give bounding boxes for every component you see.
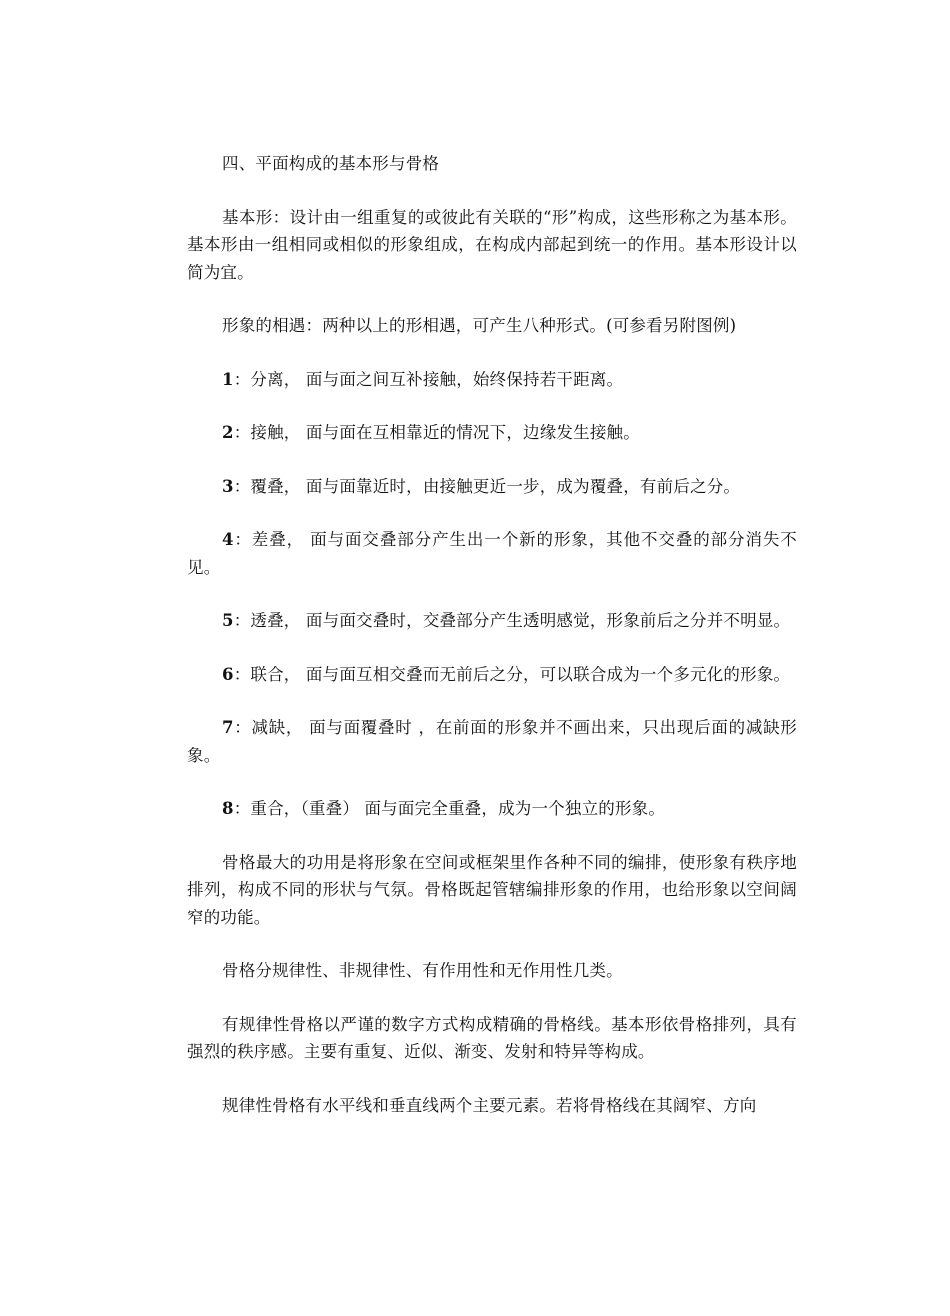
form-text: ：减缺， 面与面覆叠时 ，在前面的形象并不画出来，只出现后面的减缺形象。	[187, 718, 797, 765]
form-number: 4	[222, 530, 234, 549]
form-text: ：联合， 面与面互相交叠而无前后之分，可以联合成为一个多元化的形象。	[233, 664, 791, 684]
form-number: 1	[222, 369, 234, 389]
paragraph-encounter-intro: 形象的相遇：两种以上的形相遇，可产生八种形式。(可参看另附图例)	[222, 316, 737, 335]
paragraph-skeleton-types: 骨格分规律性、非规律性、有作用性和无作用性几类。	[222, 961, 623, 980]
form-number: 3	[222, 476, 234, 496]
form-item-3	[187, 473, 797, 501]
form-item-5	[187, 607, 797, 635]
form-text: ：接触， 面与面在互相靠近的情况下，边缘发生接触。	[233, 423, 640, 442]
form-number: 7	[222, 718, 234, 737]
form-item-1	[187, 366, 797, 394]
form-text: ：透叠， 面与面交叠时，交叠部分产生透明感觉，形象前后之分并不明显。	[233, 611, 791, 630]
document-page	[187, 150, 797, 1119]
paragraph-regular-elements: 规律性骨格有水平线和垂直线两个主要元素。若将骨格线在其阔窄、方向	[222, 1095, 757, 1115]
form-item-6	[187, 661, 797, 689]
form-item-8	[187, 795, 797, 823]
form-text: ：差叠， 面与面交叠部分产生出一个新的形象，其他不交叠的部分消失不见。	[187, 530, 797, 577]
form-number: 6	[222, 664, 234, 684]
paragraph-skeleton-function: 骨格最大的功用是将形象在空间或框架里作各种不同的编排，使形象有秩序地排列，构成不同的形状与气氛。骨格既起管辖编排形象的作用，也给形象以空间阔窄的功能。	[187, 852, 797, 927]
section-heading: 四、平面构成的基本形与骨格	[222, 154, 440, 173]
form-number: 8	[222, 799, 234, 818]
form-text: ：覆叠， 面与面靠近时，由接触更近一步，成为覆叠，有前后之分。	[233, 476, 741, 496]
form-item-7	[187, 714, 797, 769]
form-number: 5	[222, 611, 234, 630]
form-item-2	[187, 419, 797, 447]
paragraph-regular-skeleton: 有规律性骨格以严谨的数字方式构成精确的骨格线。基本形依骨格排列，具有强烈的秩序感。主要有重复、近似、渐变、发射和特异等构成。	[187, 1014, 797, 1061]
form-item-4	[187, 526, 797, 581]
form-text: ：重合，（重叠） 面与面完全重叠，成为一个独立的形象。	[233, 799, 666, 818]
paragraph-basic-shape: 基本形：设计由一组重复的或彼此有关联的“形”构成，这些形称之为基本形。基本形由一组相同或相似的形象组成，在构成内部起到统一的作用。基本形设计以简为宜。	[187, 207, 797, 282]
form-number: 2	[222, 423, 234, 442]
form-text: ：分离， 面与面之间互补接触，始终保持若干距离。	[233, 369, 624, 389]
